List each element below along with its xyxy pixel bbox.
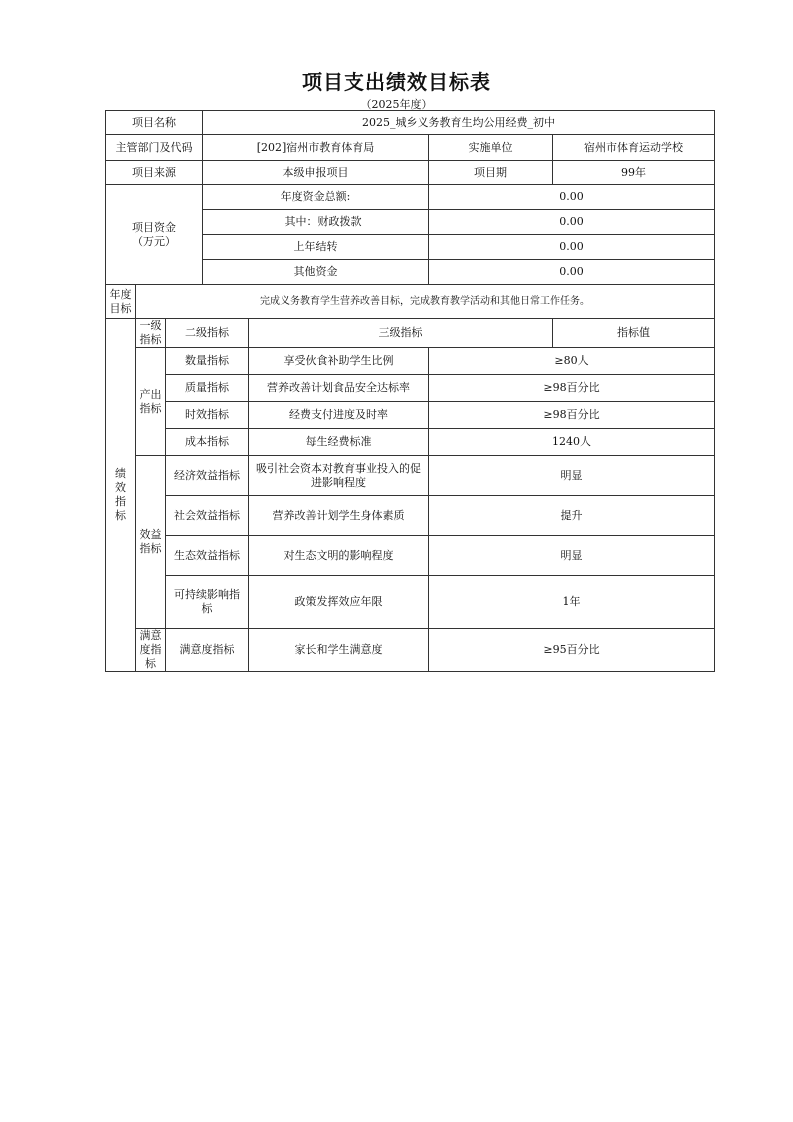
table-row [106,456,715,496]
funds-fiscal-value: 0.00 [429,210,715,235]
funds-label-line1: 项目资金 [132,220,176,234]
funds-label [106,185,203,285]
level3-cell: 营养改善计划食品安全达标率 [249,375,429,402]
level2-header: 二级指标 [166,319,249,348]
source-row [106,161,715,185]
level2-cell: 生态效益指标 [166,536,249,576]
level1-header-line2: 指标 [139,333,162,346]
funds-other-value: 0.00 [429,260,715,285]
project-name-label: 项目名称 [106,111,203,135]
funds-total-row [106,185,715,210]
table-row [106,536,715,576]
value-cell: ≥80人 [429,348,715,375]
benefit-group-line2: 指标 [139,542,162,555]
table-row [106,348,715,375]
value-cell: 明显 [429,456,715,496]
table-row [106,429,715,456]
level2-cell: 社会效益指标 [166,496,249,536]
output-group-line1: 产出 [139,387,162,401]
level3-cell: 营养改善计划学生身体素质 [249,496,429,536]
level2-cell: 满意度指标 [166,629,249,672]
annual-goal-label-line2: 目标 [109,301,132,315]
department-label: 主管部门及代码 [106,135,203,161]
level2-cell: 数量指标 [166,348,249,375]
level3-cell: 对生态文明的影响程度 [249,536,429,576]
satisfaction-group-label [136,629,166,672]
level2-cell: 可持续影响指标 [166,576,249,629]
level3-cell: 每生经费标准 [249,429,429,456]
funds-carry-value: 0.00 [429,235,715,260]
level3-cell: 享受伙食补助学生比例 [249,348,429,375]
level2-cell: 质量指标 [166,375,249,402]
value-cell: 提升 [429,496,715,536]
annual-goal-label-line1: 年度 [109,287,132,301]
implementer-label: 实施单位 [429,135,553,161]
funds-other-label: 其他资金 [203,260,429,285]
value-cell: ≥98百分比 [429,402,715,429]
value-cell: 明显 [429,536,715,576]
funds-total-label: 年度资金总额: [203,185,429,210]
level3-cell: 经费支付进度及时率 [249,402,429,429]
satisfaction-group-line1: 满意 [139,629,162,642]
annual-goal-text: 完成义务教育学生营养改善目标，完成教育教学活动和其他日常工作任务。 [136,285,715,319]
page-title: 项目支出绩效目标表 [302,70,491,94]
funds-label-line2: （万元） [132,234,176,248]
satisfaction-group-line2: 度指 [139,643,162,656]
source-value: 本级申报项目 [203,161,429,185]
value-cell: ≥95百分比 [429,629,715,672]
value-cell: ≥98百分比 [429,375,715,402]
level3-cell: 家长和学生满意度 [249,629,429,672]
period-label: 项目期 [429,161,553,185]
level1-header [136,319,166,348]
table-row [106,629,715,672]
benefit-group-line1: 效益 [139,528,162,541]
indicator-header-row [106,319,715,348]
funds-fiscal-label: 其中：财政拨款 [203,210,429,235]
performance-indicators-label [106,319,136,672]
annual-goal-label [106,285,136,319]
table-row [106,375,715,402]
funds-total-value: 0.00 [429,185,715,210]
level2-cell: 时效指标 [166,402,249,429]
level2-cell: 经济效益指标 [166,456,249,496]
level1-header-line1: 一级 [139,319,162,332]
level3-header: 三级指标 [249,319,553,348]
level3-cell: 政策发挥效应年限 [249,576,429,629]
value-cell: 1240人 [429,429,715,456]
project-name-row [106,111,715,135]
level3-cell: 吸引社会资本对教育事业投入的促进影响程度 [249,456,429,496]
table-row [106,402,715,429]
period-value: 99年 [553,161,715,185]
annual-goal-row [106,285,715,319]
performance-target-table [105,110,715,672]
value-header: 指标值 [553,319,715,348]
output-group-label [136,348,166,456]
department-value: [202]宿州市教育体育局 [203,135,429,161]
output-group-line2: 指标 [139,401,162,415]
table-row [106,496,715,536]
benefit-group-label [136,456,166,629]
satisfaction-group-line3: 标 [145,657,156,670]
source-label: 项目来源 [106,161,203,185]
project-name-value: 2025_城乡义务教育生均公用经费_初中 [203,111,715,135]
department-row [106,135,715,161]
fiscal-year: （2025年度） [360,98,433,111]
performance-indicators-text: 绩 效 指 标 [115,467,126,522]
level2-cell: 成本指标 [166,429,249,456]
table-row [106,576,715,629]
value-cell: 1年 [429,576,715,629]
funds-carry-label: 上年结转 [203,235,429,260]
implementer-value: 宿州市体育运动学校 [553,135,715,161]
